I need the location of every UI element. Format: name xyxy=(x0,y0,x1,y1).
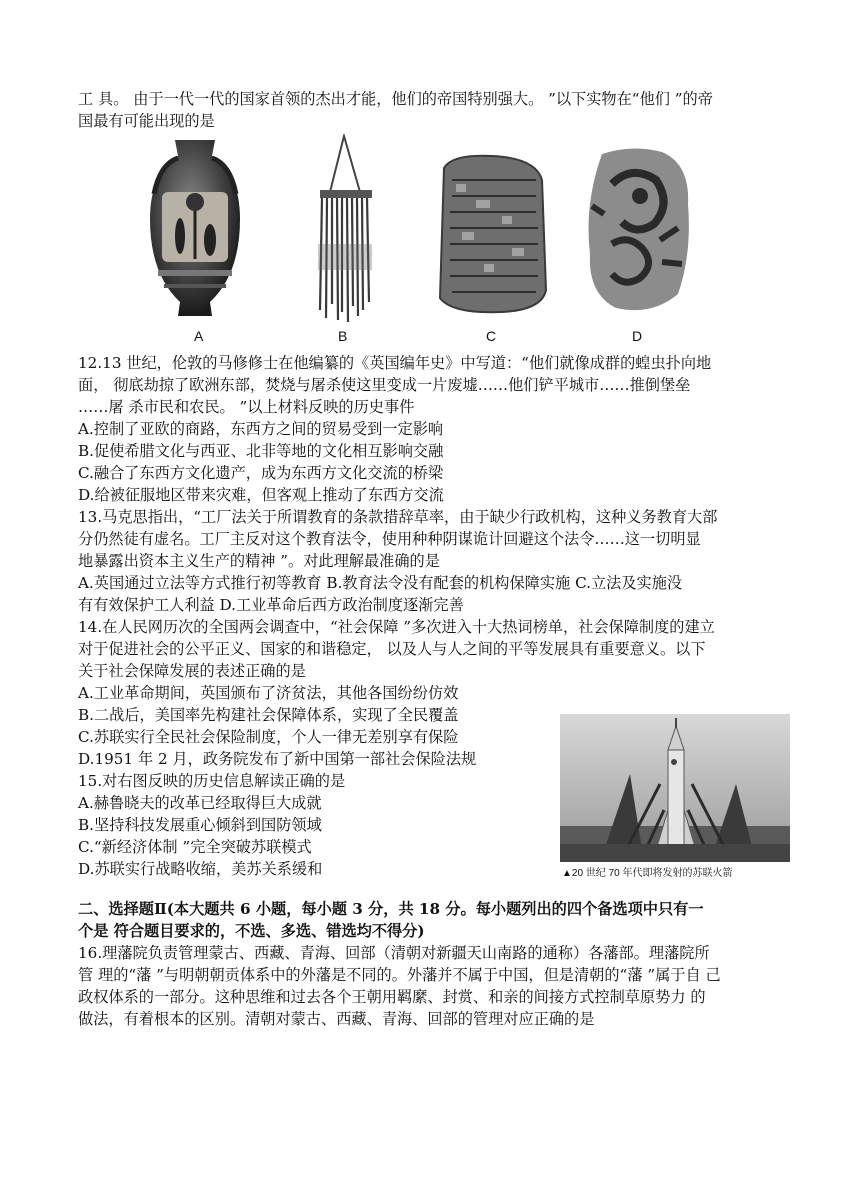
section-2-header-line-2: 个是 符合题目要求的，不选、多选、错选均不得分) xyxy=(78,922,425,940)
mesoamerican-relief-image xyxy=(582,144,694,316)
q15-option-c: C.“新经济体制 ”完全突破苏联模式 xyxy=(78,838,312,856)
q13-options-line-2: 有有效保护工人利益 D.工业革命后西方政治制度逐渐完善 xyxy=(78,596,464,614)
q14-line-1: 14.在人民网历次的全国两会调查中，“社会保障 ”多次进入十大热词榜单，社会保障制度的建立 xyxy=(78,618,715,636)
q15-option-b: B.坚持科技发展重心倾斜到国防领域 xyxy=(78,816,322,834)
q13-options-line-1: A.英国通过立法等方式推行初等教育 B.教育法令没有配套的机构保障实施 C.立法及实施没 xyxy=(78,574,683,592)
caption-a: A xyxy=(194,328,204,344)
q14-line-3: 关于社会保障发展的表述正确的是 xyxy=(78,662,306,680)
q16-line-1: 16.理藩院负责管理蒙古、西藏、青海、回部（清朝对新疆天山南路的通称）各藩部。理藩院所 xyxy=(78,944,710,962)
q15-option-a: A.赫鲁晓夫的改革已经取得巨大成就 xyxy=(78,794,322,812)
q13-line-2: 分仍然徒有虚名。工厂主反对这个教育法令，使用种种阴谋诡计回避这个法令……这一切明显 xyxy=(78,530,701,548)
q11-stem-line-1: 工 具。 由于一代一代的国家首领的杰出才能，他们的帝国特别强大。 ”以下实物在“他们 ”的帝 xyxy=(78,90,713,108)
q16-line-2: 管 理的“藩 ”与明朝朝贡体系中的外藩是不同的。外藩并不属于中国，但是清朝的“藩 ”属于自 己 xyxy=(78,966,721,984)
rocket-photo-caption: ▲20 世纪 70 年代即将发射的苏联火箭 xyxy=(562,868,733,879)
q14-option-b: B.二战后，美国率先构建社会保障体系，实现了全民覆盖 xyxy=(78,706,459,724)
q15-line-1: 15.对右图反映的历史信息解读正确的是 xyxy=(78,772,346,790)
q14-option-d: D.1951 年 2 月，政务院发布了新中国第一部社会保险法规 xyxy=(78,750,477,768)
q14-line-2: 对于促进社会的公平正义、国家的和谐稳定， 以及人与人之间的平等发展具有重要意义。以下 xyxy=(78,640,706,658)
q14-option-a: A.工业革命期间，英国颁布了济贫法，其他各国纷纷仿效 xyxy=(78,684,459,702)
q12-line-2: 面， 彻底劫掠了欧洲东部，焚烧与屠杀使这里变成一片废墟……他们铲平城市……推倒堡垒 xyxy=(78,376,691,394)
q16-line-3: 政权体系的一部分。这种思维和过去各个王朝用羁縻、封赏、和亲的间接方式控制草原势力 的 xyxy=(78,988,706,1006)
q13-line-1: 13.马克思指出，“工厂法关于所谓教育的条款措辞草率，由于缺少行政机构，这种义务教育大部 xyxy=(78,508,718,526)
q16-line-4: 做法，有着根本的区别。清朝对蒙古、西藏、青海、回部的管理对应正确的是 xyxy=(78,1010,595,1028)
caption-c: C xyxy=(486,328,497,344)
greek-amphora-image xyxy=(140,134,250,322)
q12-option-d: D.给被征服地区带来灾难，但客观上推动了东西方交流 xyxy=(78,486,444,504)
caption-b: B xyxy=(338,328,348,344)
q12-line-1: 12.13 世纪，伦敦的马修修士在他编纂的《英国编年史》中写道：“他们就像成群的蝗虫扑向地 xyxy=(78,354,712,372)
quipu-image xyxy=(308,134,380,324)
q11-stem-line-2: 国最有可能出现的是 xyxy=(78,112,215,130)
q12-option-b: B.促使希腊文化与西亚、北非等地的文化相互影响交融 xyxy=(78,442,444,460)
q12-line-3: ……屠 杀市民和农民。 ”以上材料反映的历史事件 xyxy=(78,398,415,416)
caption-d: D xyxy=(632,328,643,344)
section-2-header-line-1: 二、选择题Ⅱ(本大题共 6 小题，每小题 3 分，共 18 分。每小题列出的四个备选项中只有一 xyxy=(78,900,704,918)
q14-option-c: C.苏联实行全民社会保险制度，个人一律无差别享有保险 xyxy=(78,728,459,746)
q13-line-3: 地暴露出资本主义生产的精神 ”。对此理解最准确的是 xyxy=(78,552,440,570)
q12-option-c: C.融合了东西方文化遗产，成为东西方文化交流的桥梁 xyxy=(78,464,444,482)
q12-option-a: A.控制了亚欧的商路，东西方之间的贸易受到一定影响 xyxy=(78,420,444,438)
soviet-rocket-photo xyxy=(560,714,790,862)
q15-option-d: D.苏联实行战略收缩，美苏关系缓和 xyxy=(78,860,323,878)
cuneiform-tablet-image xyxy=(432,150,550,316)
